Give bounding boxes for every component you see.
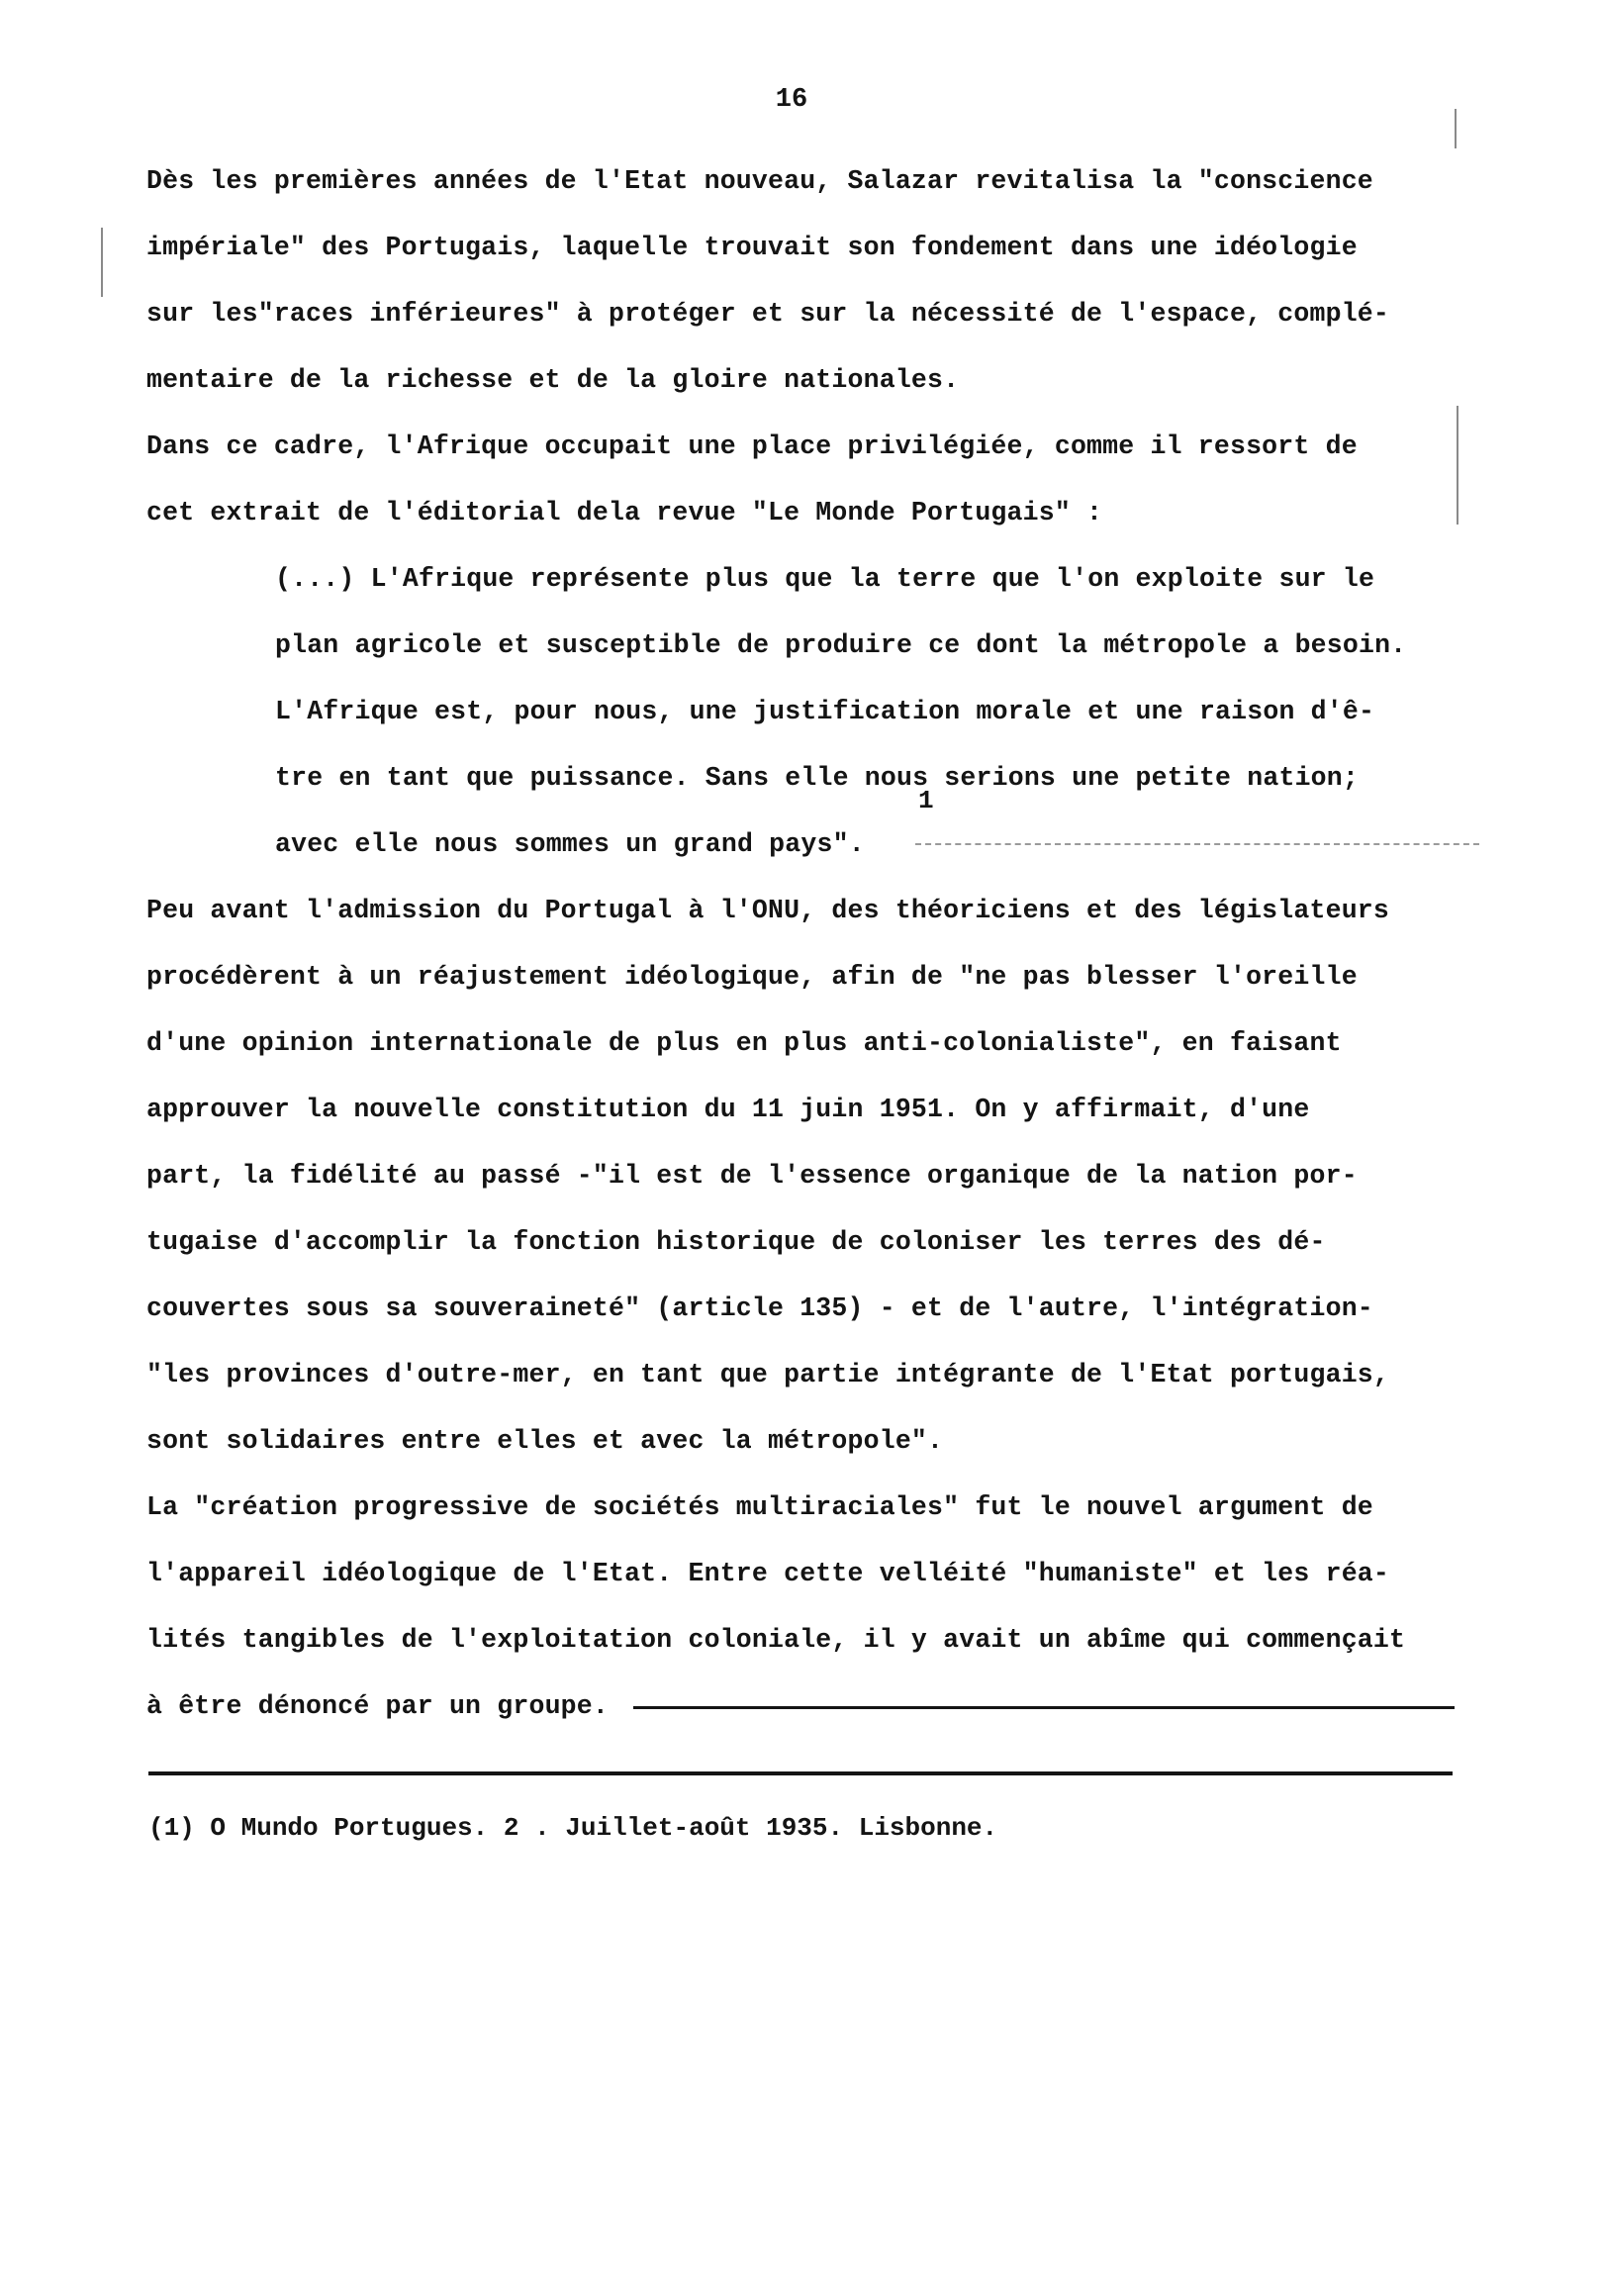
text-line: Dans ce cadre, l'Afrique occupait une place privilégiée, comme il ressort de bbox=[146, 431, 1358, 461]
text-line: sur les"races inférieures" à protéger et sur la nécessité de l'espace, complé- bbox=[146, 299, 1390, 329]
text-line: cet extrait de l'éditorial dela revue "Le Monde Portugais" : bbox=[146, 498, 1103, 527]
page-number: 16 bbox=[775, 85, 808, 115]
quote-line: L'Afrique est, pour nous, une justification morale et une raison d'ê- bbox=[275, 697, 1375, 726]
text-line: d'une opinion internationale de plus en plus anti-colonialiste", en faisant bbox=[146, 1028, 1342, 1058]
text-line: La "création progressive de sociétés multiraciales" fut le nouvel argument de bbox=[146, 1492, 1373, 1522]
quote-line: plan agricole et susceptible de produire ce dont la métropole a besoin. bbox=[275, 630, 1407, 660]
text-line: approuver la nouvelle constitution du 11 juin 1951. On y affirmait, d'une bbox=[146, 1095, 1310, 1124]
quote-line: (...) L'Afrique représente plus que la terre que l'on exploite sur le bbox=[275, 564, 1375, 594]
text-line: couvertes sous sa souveraineté" (article 135) - et de l'autre, l'intégration- bbox=[146, 1293, 1373, 1323]
body-text bbox=[146, 148, 1472, 1740]
paragraph-end-rule bbox=[633, 1706, 1455, 1709]
margin-mark bbox=[1457, 406, 1458, 525]
text-line: procédèrent à un réajustement idéologique, afin de "ne pas blesser l'oreille bbox=[146, 962, 1358, 992]
text-line: Peu avant l'admission du Portugal à l'ONU, des théoriciens et des législateurs bbox=[146, 896, 1390, 925]
footnote-reference: 1 bbox=[918, 786, 934, 815]
text-line: Dès les premières années de l'Etat nouveau, Salazar revitalisa la "conscience bbox=[146, 166, 1373, 196]
quote-line: avec elle nous sommes un grand pays". bbox=[275, 829, 865, 859]
footnote: (1) O Mundo Portugues. 2 . Juillet-août 1935. Lisbonne. bbox=[148, 1813, 998, 1843]
quote-end-rule bbox=[915, 843, 1479, 845]
quote-line: tre en tant que puissance. Sans elle nous serions une petite nation; bbox=[275, 763, 1359, 793]
text-line: tugaise d'accomplir la fonction historique de coloniser les terres des dé- bbox=[146, 1227, 1326, 1257]
margin-mark bbox=[101, 228, 103, 297]
text-line: impériale" des Portugais, laquelle trouvait son fondement dans une idéologie bbox=[146, 233, 1358, 262]
text-line: sont solidaires entre elles et avec la métropole". bbox=[146, 1426, 944, 1456]
text-line: "les provinces d'outre-mer, en tant que partie intégrante de l'Etat portugais, bbox=[146, 1360, 1390, 1389]
text-line: l'appareil idéologique de l'Etat. Entre cette velléité "humaniste" et les réa- bbox=[146, 1559, 1390, 1588]
margin-mark bbox=[1455, 109, 1457, 148]
footnote-separator bbox=[148, 1771, 1453, 1775]
text-line: lités tangibles de l'exploitation coloniale, il y avait un abîme qui commençait bbox=[146, 1625, 1406, 1655]
text-line: à être dénoncé par un groupe. bbox=[146, 1691, 609, 1721]
text-line: part, la fidélité au passé -"il est de l'essence organique de la nation por- bbox=[146, 1161, 1358, 1191]
text-line: mentaire de la richesse et de la gloire nationales. bbox=[146, 365, 960, 395]
